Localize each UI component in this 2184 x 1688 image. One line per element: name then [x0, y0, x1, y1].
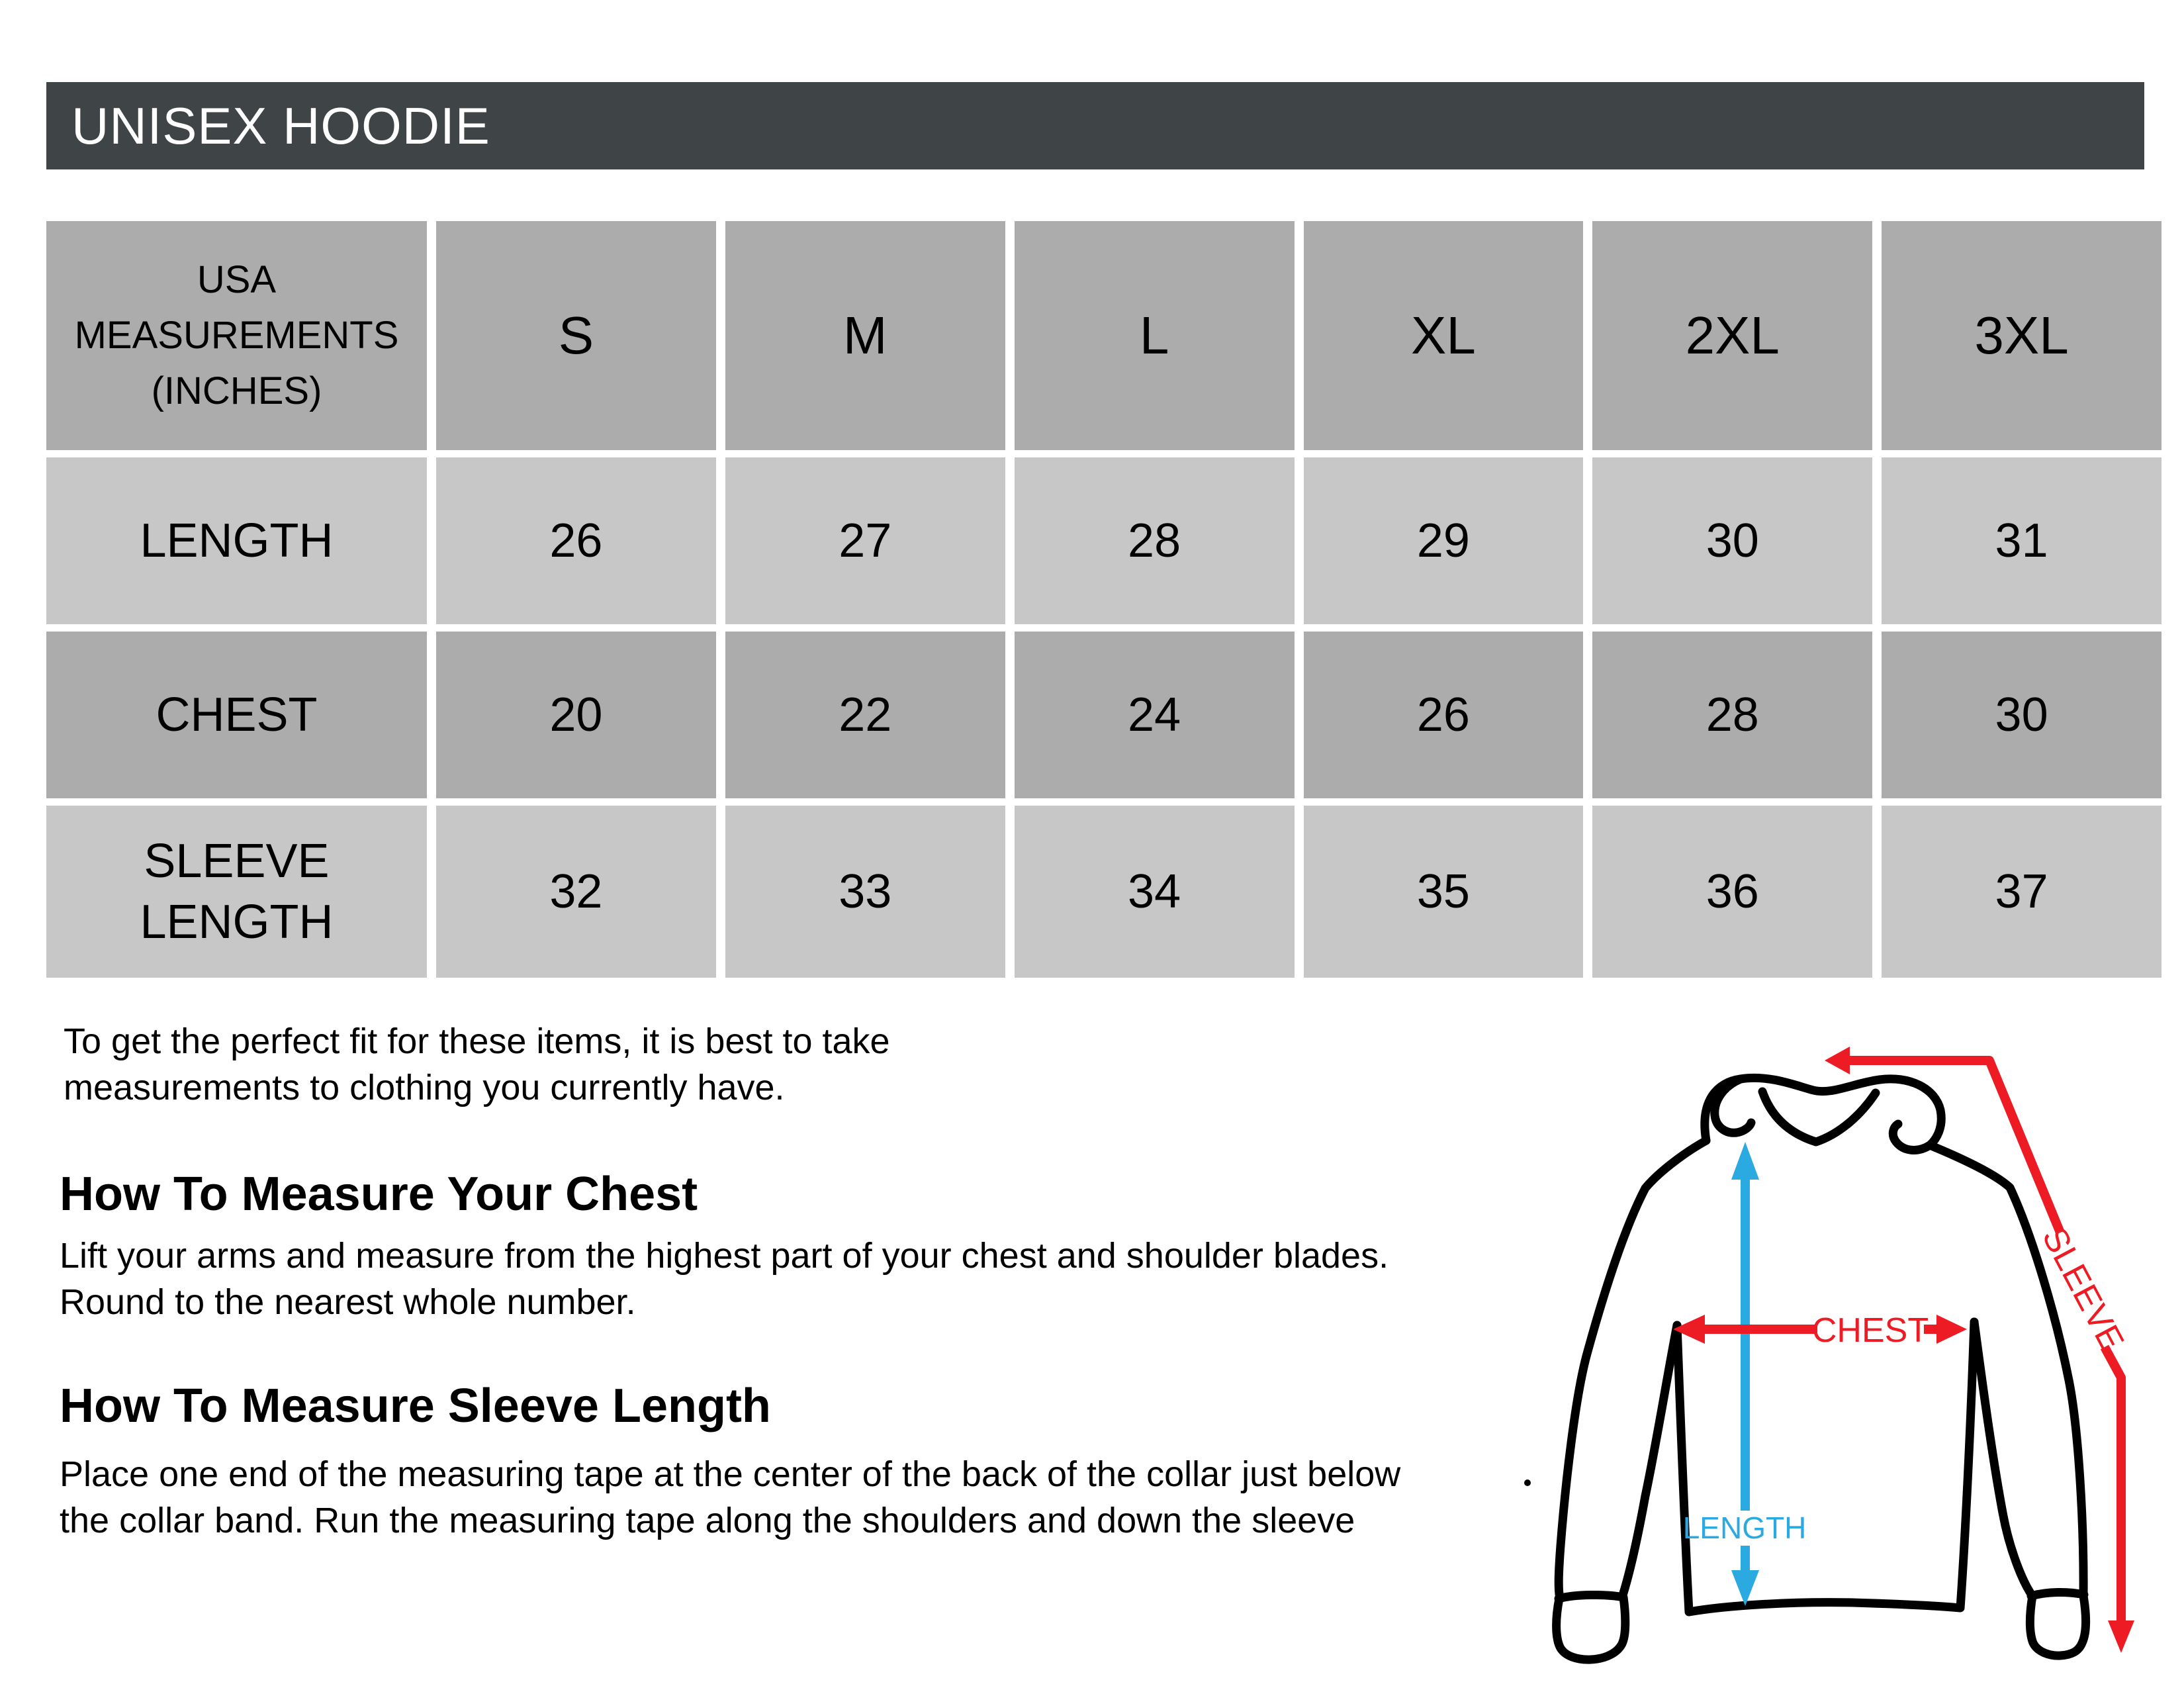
value: 24	[1128, 688, 1181, 741]
value: 26	[549, 514, 603, 567]
sleeve-arrowhead-left-icon	[1825, 1047, 1850, 1074]
value-cell	[1592, 806, 1872, 978]
hoodie-diagram	[1509, 1023, 2171, 1685]
value: 31	[1995, 514, 2048, 567]
chest-arrowhead-right-icon	[1936, 1315, 1967, 1344]
value: 37	[1995, 865, 2048, 918]
value-cell	[1304, 806, 1584, 978]
hoodie-outline	[1557, 1078, 2086, 1660]
body-line: Lift your arms and measure from the highest part of your chest and shoulder blades.	[60, 1236, 1389, 1276]
sleeve-arrow-shaft-top	[1844, 1060, 2060, 1233]
right-sleeve-inner	[1974, 1322, 2032, 1596]
intro-line: measurements to clothing you currently have.	[64, 1068, 785, 1107]
row-label-cell	[46, 806, 427, 978]
size-header-cell	[1592, 221, 1872, 450]
title-bar	[46, 82, 2144, 169]
value: 30	[1995, 688, 2048, 741]
size-label: XL	[1410, 306, 1476, 365]
value-cell	[1882, 806, 2161, 978]
row-label-cell	[46, 457, 427, 624]
chest-section-body	[60, 1233, 1388, 1325]
row-label: LENGTH	[140, 514, 334, 567]
value-cell	[725, 806, 1005, 978]
body-line: Round to the nearest whole number.	[60, 1282, 636, 1322]
corner-header-label: USA MEASUREMENTS (INCHES)	[74, 258, 399, 412]
value-cell	[725, 632, 1005, 798]
value: 35	[1416, 865, 1470, 918]
value-cell	[1304, 457, 1584, 624]
size-header-cell	[1304, 221, 1584, 450]
size-label: 2XL	[1685, 306, 1780, 365]
body-line: the collar band. Run the measuring tape along the shoulders and down the sleeve	[60, 1501, 1355, 1540]
value-cell	[436, 457, 716, 624]
size-label: S	[558, 306, 594, 365]
value-cell	[1015, 806, 1295, 978]
row-label: CHEST	[156, 688, 318, 741]
value: 32	[549, 865, 603, 918]
length-arrowhead-up-icon	[1731, 1142, 1759, 1180]
value-cell	[436, 806, 716, 978]
size-header-cell	[1015, 221, 1295, 450]
size-header-cell	[1882, 221, 2161, 450]
value-cell	[1882, 632, 2161, 798]
value: 29	[1416, 514, 1470, 567]
page-title: UNISEX HOODIE	[71, 96, 490, 155]
value-cell	[725, 457, 1005, 624]
value: 30	[1706, 514, 1759, 567]
value: 20	[549, 688, 603, 741]
sleeve-label: SLEEVE	[2034, 1221, 2132, 1358]
sleeve-section-heading: How To Measure Sleeve Length	[60, 1380, 771, 1432]
value-cell	[1592, 457, 1872, 624]
intro-line: To get the perfect fit for these items, it is best to take	[64, 1021, 890, 1061]
value-cell	[1592, 632, 1872, 798]
sleeve-arrow-shaft-bottom	[2105, 1347, 2121, 1620]
size-table	[46, 221, 2161, 978]
value-cell	[1015, 457, 1295, 624]
value-cell	[1882, 457, 2161, 624]
hood-neck-v	[1762, 1092, 1876, 1142]
value-cell	[1015, 632, 1295, 798]
size-label: 3XL	[1974, 306, 2069, 365]
value: 28	[1128, 514, 1181, 567]
length-arrow	[1683, 1142, 1807, 1606]
value: 36	[1706, 865, 1759, 918]
value: 27	[839, 514, 892, 567]
row-label: SLEEVE LENGTH	[140, 835, 334, 949]
size-label: L	[1139, 306, 1169, 365]
torso-and-hem	[1677, 1322, 1974, 1612]
left-sleeve-inner	[1622, 1325, 1677, 1597]
sleeve-section-body	[60, 1451, 1400, 1544]
value: 28	[1706, 688, 1759, 741]
value: 34	[1128, 865, 1181, 918]
value-cell	[436, 632, 716, 798]
stray-dot	[1524, 1479, 1531, 1486]
sleeve-arrowhead-down-icon	[2108, 1620, 2134, 1653]
size-header-cell	[725, 221, 1005, 450]
size-header-cell	[436, 221, 716, 450]
value: 22	[839, 688, 892, 741]
chest-section-heading: How To Measure Your Chest	[60, 1168, 698, 1221]
size-label: M	[842, 306, 887, 365]
intro-note	[64, 1018, 890, 1111]
chest-arrow	[1673, 1311, 1967, 1350]
right-cuff	[2030, 1592, 2085, 1656]
row-label-cell	[46, 632, 427, 798]
left-cuff	[1557, 1595, 1625, 1660]
chest-label: CHEST	[1811, 1311, 1929, 1350]
length-label: LENGTH	[1682, 1511, 1807, 1545]
body-line: Place one end of the measuring tape at the center of the back of the collar just below	[60, 1454, 1401, 1494]
value: 26	[1416, 688, 1470, 741]
value: 33	[839, 865, 892, 918]
value-cell	[1304, 632, 1584, 798]
corner-header-cell	[46, 221, 427, 450]
